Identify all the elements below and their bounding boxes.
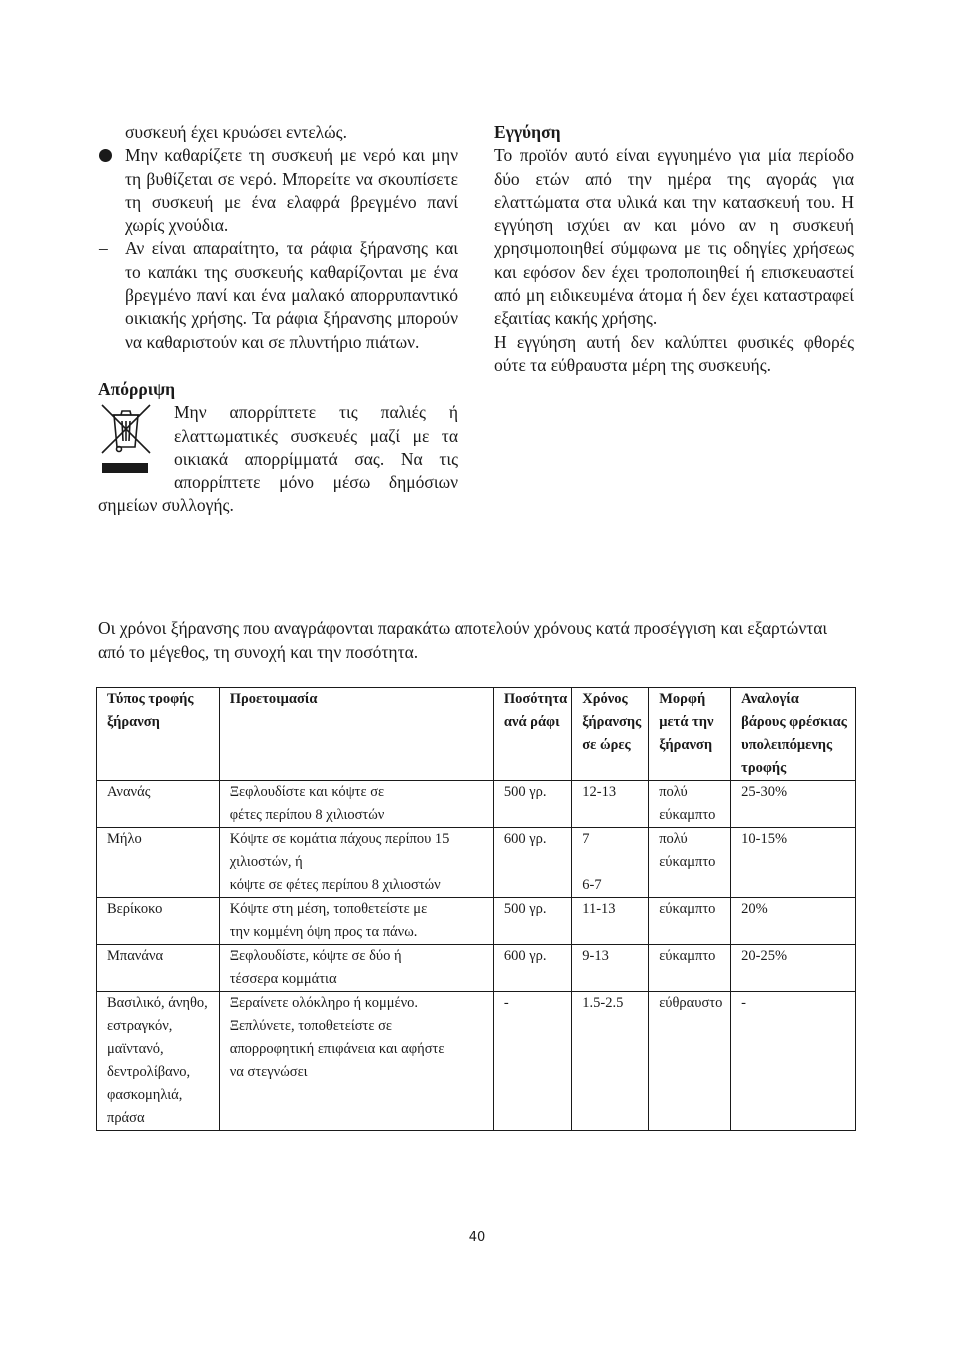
cell-line: ανά ράφι xyxy=(503,714,560,730)
table-row xyxy=(97,992,856,1131)
cell-preparation xyxy=(219,781,493,828)
cell-line: βάρους φρέσκιας xyxy=(741,714,847,730)
header-weight-ratio xyxy=(731,688,856,781)
header-form xyxy=(649,688,731,781)
cell-ratio xyxy=(731,828,856,898)
cell-line: Μήλο xyxy=(107,831,142,847)
cell-line: πράσα xyxy=(107,1110,145,1126)
cell-line: δεντρολίβανο, xyxy=(107,1064,191,1080)
cell-line: Ξεραίνετε ολόκληρο ή κομμένο. xyxy=(229,995,419,1011)
cell-line: εύκαμπτο xyxy=(659,807,716,823)
cleaning-bullet-item xyxy=(98,144,458,237)
drying-table xyxy=(96,687,856,1131)
cell-line: 500 γρ. xyxy=(503,784,547,800)
cell-line: Μπανάνα xyxy=(107,948,164,964)
cell-time xyxy=(572,828,649,898)
cell-form xyxy=(649,781,731,828)
cell-line: 25-30% xyxy=(741,784,788,800)
cell-form xyxy=(649,992,731,1131)
cell-line: 7 xyxy=(582,831,590,847)
cell-ratio xyxy=(731,898,856,945)
cell-line: Αναλογία xyxy=(741,691,799,707)
cell-food xyxy=(97,898,220,945)
cell-food xyxy=(97,781,220,828)
cell-preparation xyxy=(219,828,493,898)
table-row xyxy=(97,898,856,945)
cell-food xyxy=(97,945,220,992)
header-food-type xyxy=(97,688,220,781)
cell-line: Βασιλικό, άνηθο, xyxy=(107,995,208,1011)
cell-line: εύκαμπτο xyxy=(659,901,716,917)
cell-quantity xyxy=(493,828,571,898)
warranty-exclusions-text: Η εγγύηση αυτή δεν καλύπτει φυσικές φθορές ούτε τα εύθραυστα μέρη της συσκευής. xyxy=(494,331,854,375)
dash-marker: – xyxy=(99,238,108,259)
cell-line: 1.5-2.5 xyxy=(582,995,624,1011)
cell-line: μετά την xyxy=(659,714,714,730)
cell-line: τέσσερα κομμάτια xyxy=(229,971,337,987)
cleaning-bullet-text: Μην καθαρίζετε τη συσκευή με νερό και μην τη βυθίζεται σε νερό. Μπορείτε να σκουπίσετε τη συσκευή με ένα ελαφρά βρεγμένο πανί χωρίς χνούδια. xyxy=(125,145,458,236)
cell-food xyxy=(97,828,220,898)
table-row xyxy=(97,945,856,992)
cell-food xyxy=(97,992,220,1131)
cell-ratio xyxy=(731,992,856,1131)
header-drying-time xyxy=(572,688,649,781)
cell-ratio xyxy=(731,945,856,992)
cell-ratio xyxy=(731,781,856,828)
cell-quantity xyxy=(493,898,571,945)
cell-line: Ξεφλουδίστε και κόψτε σε xyxy=(229,784,385,800)
disposal-section xyxy=(98,401,458,517)
cell-time xyxy=(572,898,649,945)
cell-line: εστραγκόν, xyxy=(107,1018,173,1034)
disposal-heading: Απόρριψη xyxy=(98,378,176,399)
cell-line: σε ώρες xyxy=(582,737,631,753)
disposal-text: Μην απορρίπτετε τις παλιές ή ελαττωματικές συσκευές μαζί με τα οικιακά απορρίμματά σας. Να τις απορρίπτετε μόνο μέσω δημόσιων σημείων συλλογής. xyxy=(98,402,458,516)
cleaning-dash-text: Αν είναι απαραίτητο, τα ράφια ξήρανσης και το καπάκι της συσκευής καθαρίζονται με ένα βρεγμένο πανί και ένα μαλακό απορρυπαντικό οικιακής χρήσης. Τα ράφια ξήρανσης μπορούν να καθαριστούν και σε πλυντήριο πιάτων. xyxy=(125,238,458,352)
cell-line: εύκαμπτο xyxy=(659,854,716,870)
cell-line: Προετοιμασία xyxy=(229,691,318,707)
cell-line: 9-13 xyxy=(582,948,609,964)
cell-line: Κόψτε σε κομάτια πάχους περίπου 15 xyxy=(229,831,450,847)
cell-line: μαϊντανό, xyxy=(107,1041,164,1057)
cell-line: φασκομηλιά, xyxy=(107,1087,183,1103)
cell-line: πολύ xyxy=(659,831,688,847)
cell-line: εύθραυστο xyxy=(659,995,723,1011)
bullet-icon xyxy=(99,149,112,162)
cell-quantity xyxy=(493,781,571,828)
cell-line: - xyxy=(741,995,747,1011)
cell-line: τροφής xyxy=(741,760,787,776)
cell-line: χιλιοστών, ή xyxy=(229,854,303,870)
cell-time xyxy=(572,945,649,992)
cell-line: 12-13 xyxy=(582,784,617,800)
cell-line: 10-15% xyxy=(741,831,788,847)
cell-line: 20-25% xyxy=(741,948,788,964)
cell-line: Ξεπλύνετε, τοποθετείστε σε xyxy=(229,1018,392,1034)
cell-line: Χρόνος xyxy=(582,691,628,707)
cleaning-dash-item xyxy=(98,237,458,353)
header-preparation xyxy=(219,688,493,781)
cell-line: Ξεφλουδίστε, κόψτε σε δύο ή xyxy=(229,948,402,964)
cell-line: ξήρανση xyxy=(107,714,160,730)
cell-line: Τύπος τροφής xyxy=(107,691,194,707)
cell-form xyxy=(649,898,731,945)
cell-line: πολύ xyxy=(659,784,688,800)
cell-line: την κομμένη όψη προς τα πάνω. xyxy=(229,924,418,940)
cell-line: εύκαμπτο xyxy=(659,948,716,964)
cell-line: 20% xyxy=(741,901,768,917)
cell-line: ξήρανση xyxy=(659,737,713,753)
warranty-heading: Εγγύηση xyxy=(494,122,561,142)
cleaning-continuation: συσκευή έχει κρυώσει εντελώς. xyxy=(125,122,347,142)
cell-line: κόψτε σε φέτες περίπου 8 χιλιοστών xyxy=(229,877,441,893)
cell-line: υπολειπόμενης xyxy=(741,737,833,753)
cell-line: Βερίκοκο xyxy=(107,901,163,917)
cell-line: 600 γρ. xyxy=(503,831,547,847)
cell-form xyxy=(649,945,731,992)
cell-line: ξήρανσης xyxy=(582,714,642,730)
cell-line: Ανανάς xyxy=(107,784,151,800)
cell-time xyxy=(572,992,649,1131)
left-column xyxy=(98,121,458,518)
drying-times-intro: Οι χρόνοι ξήρανσης που αναγράφονται παρακάτω αποτελούν χρόνους κατά προσέγγιση και εξαρτώνται από το μέγεθος, τη συνοχή και την ποσότητα. xyxy=(98,618,828,662)
cell-line: φέτες περίπου 8 χιλιοστών xyxy=(229,807,385,823)
cell-line xyxy=(582,851,644,874)
right-column xyxy=(494,121,854,377)
cell-preparation xyxy=(219,945,493,992)
cell-quantity xyxy=(493,945,571,992)
header-quantity xyxy=(493,688,571,781)
cell-time xyxy=(572,781,649,828)
cell-line: 600 γρ. xyxy=(503,948,547,964)
cell-line: Μορφή xyxy=(659,691,706,707)
page-number: 40 xyxy=(468,1230,486,1245)
table-header-row xyxy=(97,688,856,781)
cell-form xyxy=(649,828,731,898)
table-row xyxy=(97,828,856,898)
cell-quantity xyxy=(493,992,571,1131)
cell-line: απορροφητική επιφάνεια και αφήστε xyxy=(229,1041,445,1057)
cell-line: Ποσότητα xyxy=(503,691,568,707)
cell-line: Κόψτε στη μέση, τοποθετείστε με xyxy=(229,901,428,917)
cell-preparation xyxy=(219,898,493,945)
cell-line: να στεγνώσει xyxy=(229,1064,308,1080)
cell-line: 6-7 xyxy=(582,877,602,893)
warranty-text: Το προϊόν αυτό είναι εγγυημένο για μία περίοδο δύο ετών από την ημέρα της αγοράς για ελαττώματα στα υλικά και την κατασκευή του. Η εγγύηση ισχύει αν και μόνο αν η συσκευή χρησιμοποιηθεί σύμφωνα με τις οδηγίες χρήσεως και εφόσον δεν έχει τροποποιηθεί ή επισκευαστεί από μη ειδικευμένα άτομα ή δεν έχει καταστραφεί εξαιτίας κακής χρήσης. xyxy=(494,145,854,329)
cell-line: 11-13 xyxy=(582,901,616,917)
cell-line: 500 γρ. xyxy=(503,901,547,917)
cell-preparation xyxy=(219,992,493,1131)
table-row xyxy=(97,781,856,828)
cell-line: - xyxy=(503,995,509,1011)
crossed-out-wheelie-bin-icon xyxy=(98,401,158,476)
